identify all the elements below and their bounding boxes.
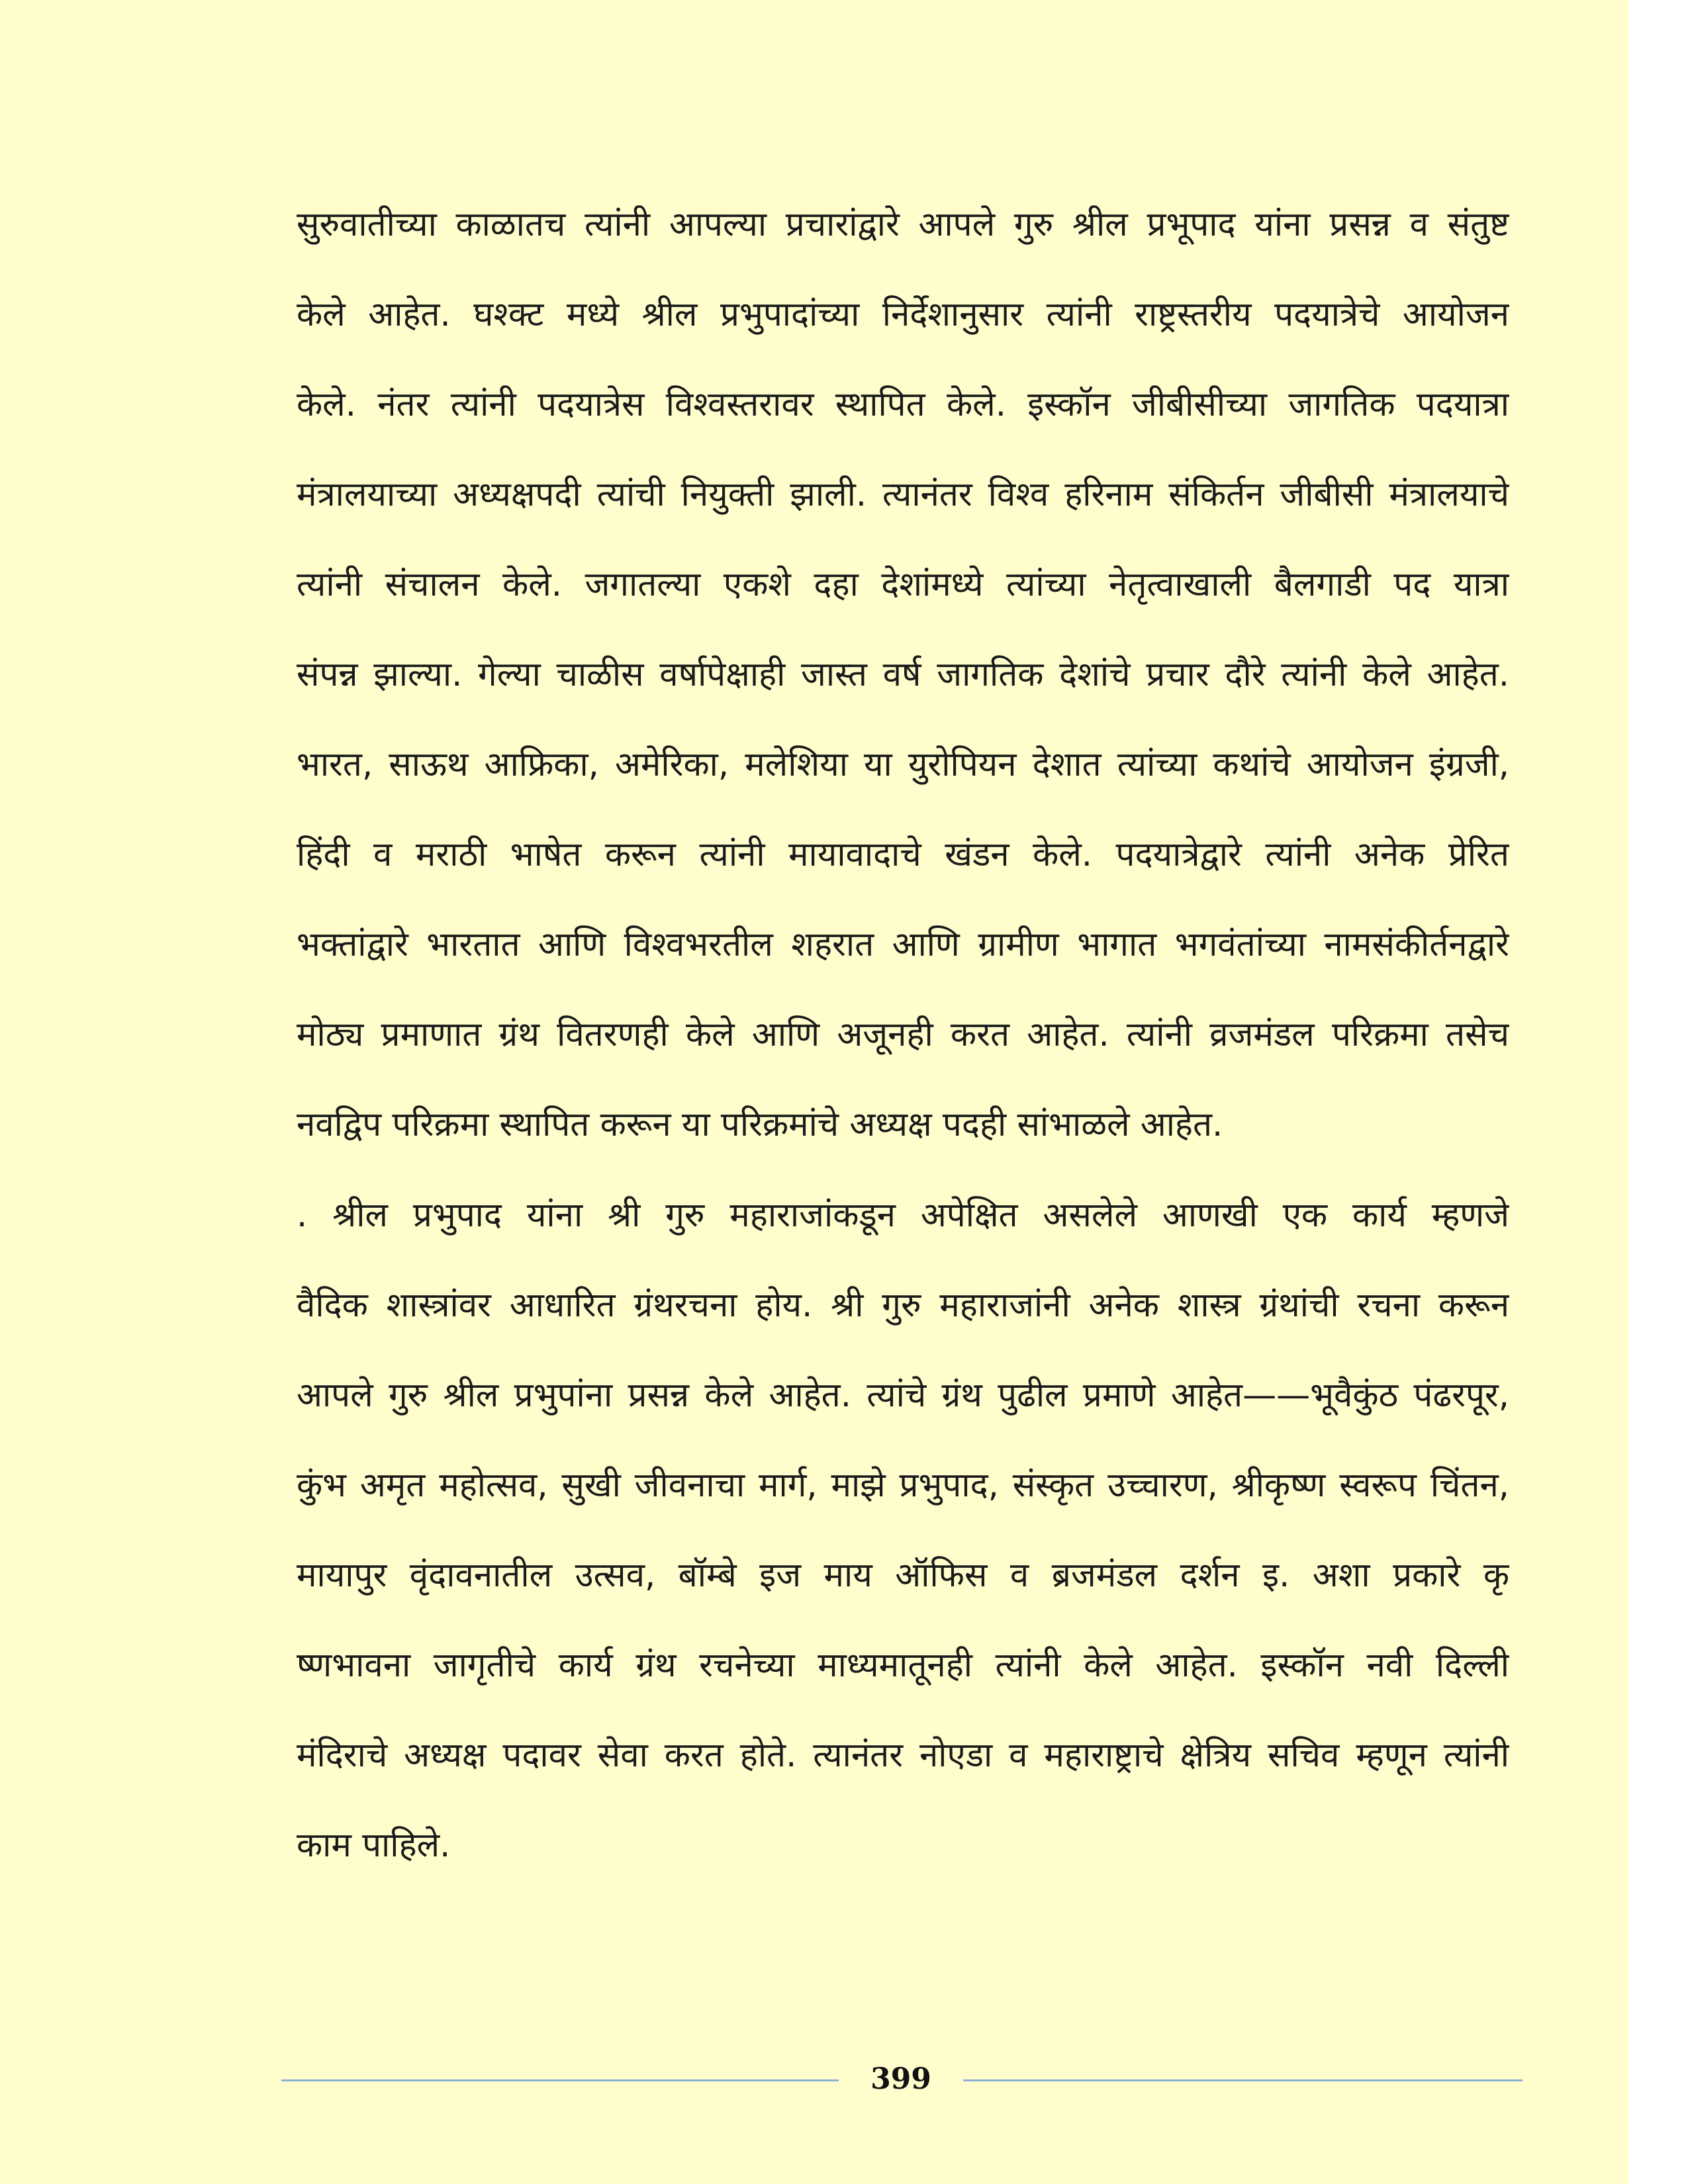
text-line: मोठ्य प्रमाणात ग्रंथ वितरणही केले आणि अजूनही करत आहेत. त्यांनी व्रजमंडल परिक्रमा तसेच [297,1015,1509,1054]
text-line: आपले गुरु श्रील प्रभुपांना प्रसन्न केले आहेत. त्यांचे ग्रंथ पुढील प्रमाणे आहेत——भूवैकुंठ पंढरपूर, [297,1376,1509,1415]
text-line: मंत्रालयाच्या अध्यक्षपदी त्यांची नियुक्ती झाली. त्यानंतर विश्व हरिनाम संकिर्तन जीबीसी मंत्रालयाचे [297,475,1509,514]
footer-divider-right [963,2079,1523,2081]
text-line: भारत, साऊथ आफ्रिका, अमेरिका, मलेशिया या युरोपियन देशात त्यांच्या कथांचे आयोजन इंग्रजी, [297,745,1509,784]
text-line: त्यांनी संचालन केले. जगातल्या एकशे दहा देशांमध्ये त्यांच्या नेतृत्वाखाली बैलगाडी पद यात्रा [297,565,1509,604]
text-line: . श्रील प्रभुपाद यांना श्री गुरु महाराजांकडून अपेक्षित असलेले आणखी एक कार्य म्हणजे [297,1196,1509,1235]
page-number: 399 [870,2062,931,2096]
text-line: केले आहेत. घश्क्ट मध्ये श्रील प्रभुपादांच्या निर्देशानुसार त्यांनी राष्ट्रस्तरीय पदयात्रेचे आयोजन [297,295,1509,334]
text-line: मायापुर वृंदावनातील उत्सव, बॉम्बे इज माय ऑफिस व ब्रजमंडल दर्शन इ. अशा प्रकारे कृ [297,1556,1509,1595]
text-line: सुरुवातीच्या काळातच त्यांनी आपल्या प्रचारांद्वारे आपले गुरु श्रील प्रभूपाद यांना प्रसन्न व संतुष्ट [297,205,1509,244]
text-line: नवद्विप परिक्रमा स्थापित करून या परिक्रमांचे अध्यक्ष पदही सांभाळले आहेत. [297,1105,1223,1144]
text-line: मंदिराचे अध्यक्ष पदावर सेवा करत होते. त्यानंतर नोएडा व महाराष्ट्राचे क्षेत्रिय सचिव म्हणून त्यांनी [297,1736,1509,1775]
text-line: भक्तांद्वारे भारतात आणि विश्वभरतील शहरात आणि ग्रामीण भागात भगवंतांच्या नामसंकीर्तनद्वारे [297,925,1509,964]
text-line: केले. नंतर त्यांनी पदयात्रेस विश्वस्तरावर स्थापित केले. इस्कॉन जीबीसीच्या जागतिक पदयात्रा [297,385,1509,424]
text-line: वैदिक शास्त्रांवर आधारित ग्रंथरचना होय. श्री गुरु महाराजांनी अनेक शास्त्र ग्रंथांची रचना करून [297,1286,1509,1325]
paragraph-2 [297,1187,1509,1907]
footer-divider-left [281,2079,839,2081]
text-line: काम पाहिले. [297,1826,451,1865]
text-line: हिंदी व मराठी भाषेत करून त्यांनी मायावादाचे खंडन केले. पदयात्रेद्वारे त्यांनी अनेक प्रेरित [297,835,1509,874]
text-line: संपन्न झाल्या. गेल्या चाळीस वर्षापेक्षाही जास्त वर्ष जागतिक देशांचे प्रचार दौरे त्यांनी केले आहेत. [297,655,1509,694]
text-line: कुंभ अमृत महोत्सव, सुखी जीवनाचा मार्ग, माझे प्रभुपाद, संस्कृत उच्चारण, श्रीकृष्ण स्वरूप चिंतन, [297,1466,1509,1505]
text-line: ष्णभावना जागृतीचे कार्य ग्रंथ रचनेच्या माध्यमातूनही त्यांनी केले आहेत. इस्कॉन नवी दिल्ली [297,1646,1509,1685]
paragraph-1 [297,196,1509,1186]
